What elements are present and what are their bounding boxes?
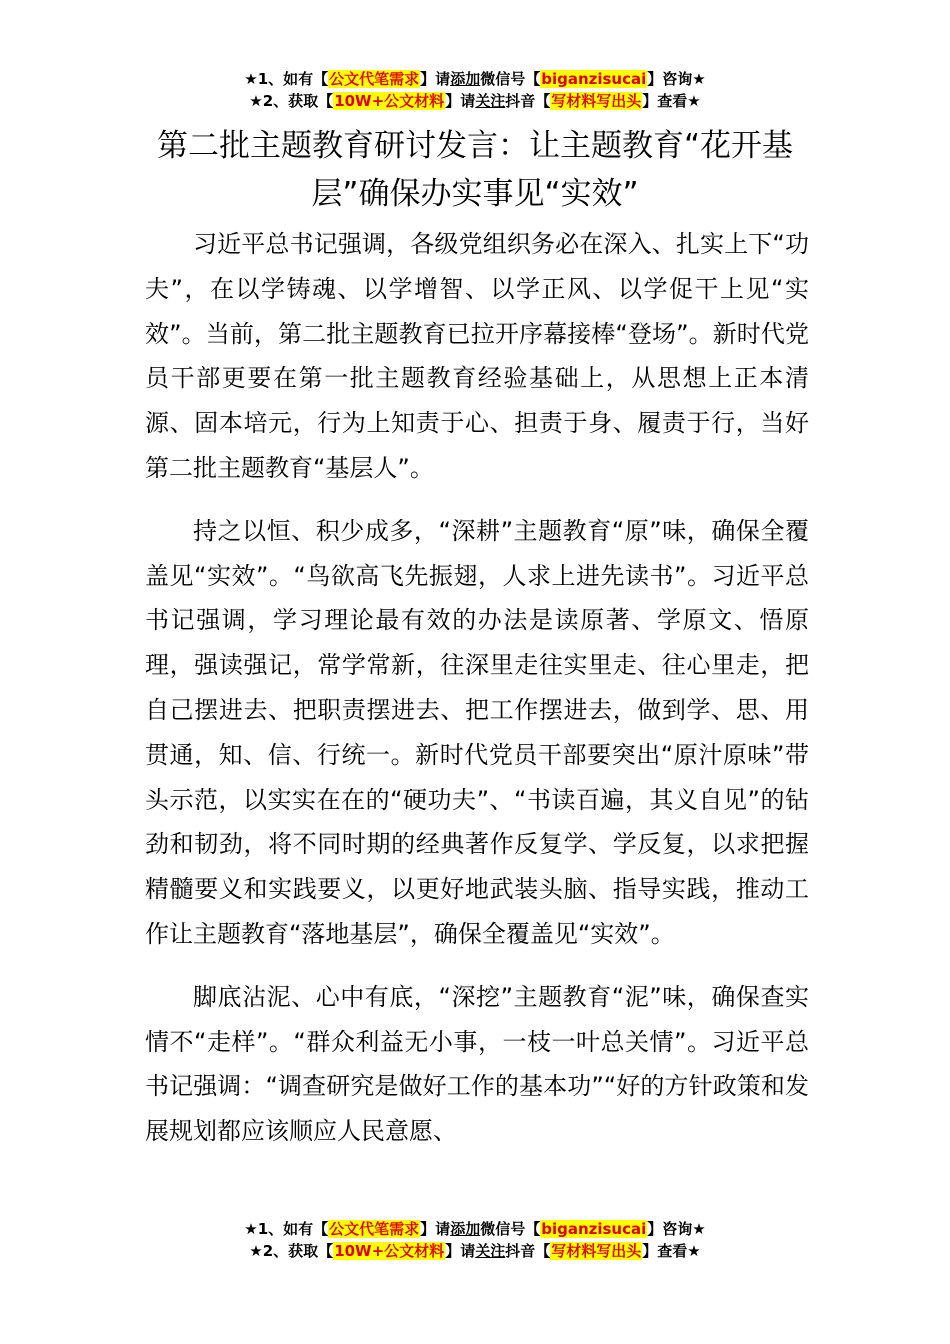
banner-highlight: 10W+公文材料	[334, 1242, 445, 1260]
banner-underlined: 关注	[475, 92, 506, 110]
banner-line-2	[0, 90, 950, 112]
banner-underlined: 添加	[450, 1220, 481, 1238]
banner-text: 】请	[420, 1220, 451, 1238]
banner-highlight: 10W+公文材料	[334, 92, 445, 110]
banner-text: 】咨询★	[647, 70, 706, 88]
paragraph-3: 脚底沾泥、心中有底，“深挖”主题教育“泥”味，确保查实情不“走样”。“群众利益无小事，一枝一叶总关情”。习近平总书记强调：“调查研究是做好工作的基本功”“好的方针政策和发展规划都应该顺应人民意愿、	[145, 982, 809, 1146]
footer-banner	[0, 1218, 950, 1262]
paragraph-2: 持之以恒、积少成多，“深耕”主题教育“原”味，确保全覆盖见“实效”。“鸟欲高飞先振翅，人求上进先读书”。习近平总书记强调，学习理论最有效的办法是读原著、学原文、悟原理，强读强记，常学常新，往深里走往实里走、往心里走，把自己摆进去、把职责摆进去、把工作摆进去，做到学、思、用贯通，知、信、行统一。新时代党员干部要突出“原汁原味”带头示范，以实实在在的“硬功夫”、“书读百遍，其义自见”的钻劲和韧劲，将不同时期的经典著作反复学、学反复，以求把握精髓要义和实践要义，以更好地武装头脑、指导实践，推动工作让主题教育“落地基层”，确保全覆盖见“实效”。	[145, 516, 809, 948]
banner-text: 】请	[445, 92, 476, 110]
page-title: 第二批主题教育研讨发言：让主题教育“花开基层”确保办实事见“实效”	[156, 128, 794, 212]
banner-underlined: 关注	[475, 1242, 506, 1260]
star-icon: ★	[249, 92, 263, 110]
banner-text: 抖音【	[505, 92, 551, 110]
banner-highlight: biganzisucai	[541, 1220, 647, 1238]
banner-line-2	[0, 1240, 950, 1262]
banner-line-1	[0, 1218, 950, 1240]
banner-text: 微信号【	[480, 70, 541, 88]
banner-highlight: 公文代笔需求	[329, 70, 420, 88]
banner-highlight: 写材料写出头	[551, 92, 642, 110]
banner-text: 2、获取【	[262, 1242, 334, 1260]
paragraph-1: 习近平总书记强调，各级党组织务必在深入、扎实上下“功夫”，在以学铸魂、以学增智、以学正风、以学促干上见“实效”。当前，第二批主题教育已拉开序幕接棒“登场”。新时代党员干部更要在第一批主题教育经验基础上，从思想上正本清源、固本培元，行为上知责于心、担责于身、履责于行，当好第二批主题教育“基层人”。	[145, 230, 809, 482]
header-banner	[0, 68, 950, 112]
banner-text: 】咨询★	[647, 1220, 706, 1238]
banner-text: 微信号【	[480, 1220, 541, 1238]
banner-text: 2、获取【	[262, 92, 334, 110]
banner-underlined: 添加	[450, 70, 481, 88]
banner-text: 抖音【	[505, 1242, 551, 1260]
banner-text: 】查看★	[642, 1242, 701, 1260]
star-icon: ★	[249, 1242, 263, 1260]
banner-text: 1、如有【	[257, 1220, 329, 1238]
banner-text: 】请	[445, 1242, 476, 1260]
banner-highlight: biganzisucai	[541, 70, 647, 88]
banner-text: 】请	[420, 70, 451, 88]
document-body	[145, 222, 809, 1172]
banner-highlight: 写材料写出头	[551, 1242, 642, 1260]
star-icon: ★	[244, 70, 258, 88]
banner-line-1	[0, 68, 950, 90]
banner-text: 】查看★	[642, 92, 701, 110]
star-icon: ★	[244, 1220, 258, 1238]
banner-highlight: 公文代笔需求	[329, 1220, 420, 1238]
banner-text: 1、如有【	[257, 70, 329, 88]
